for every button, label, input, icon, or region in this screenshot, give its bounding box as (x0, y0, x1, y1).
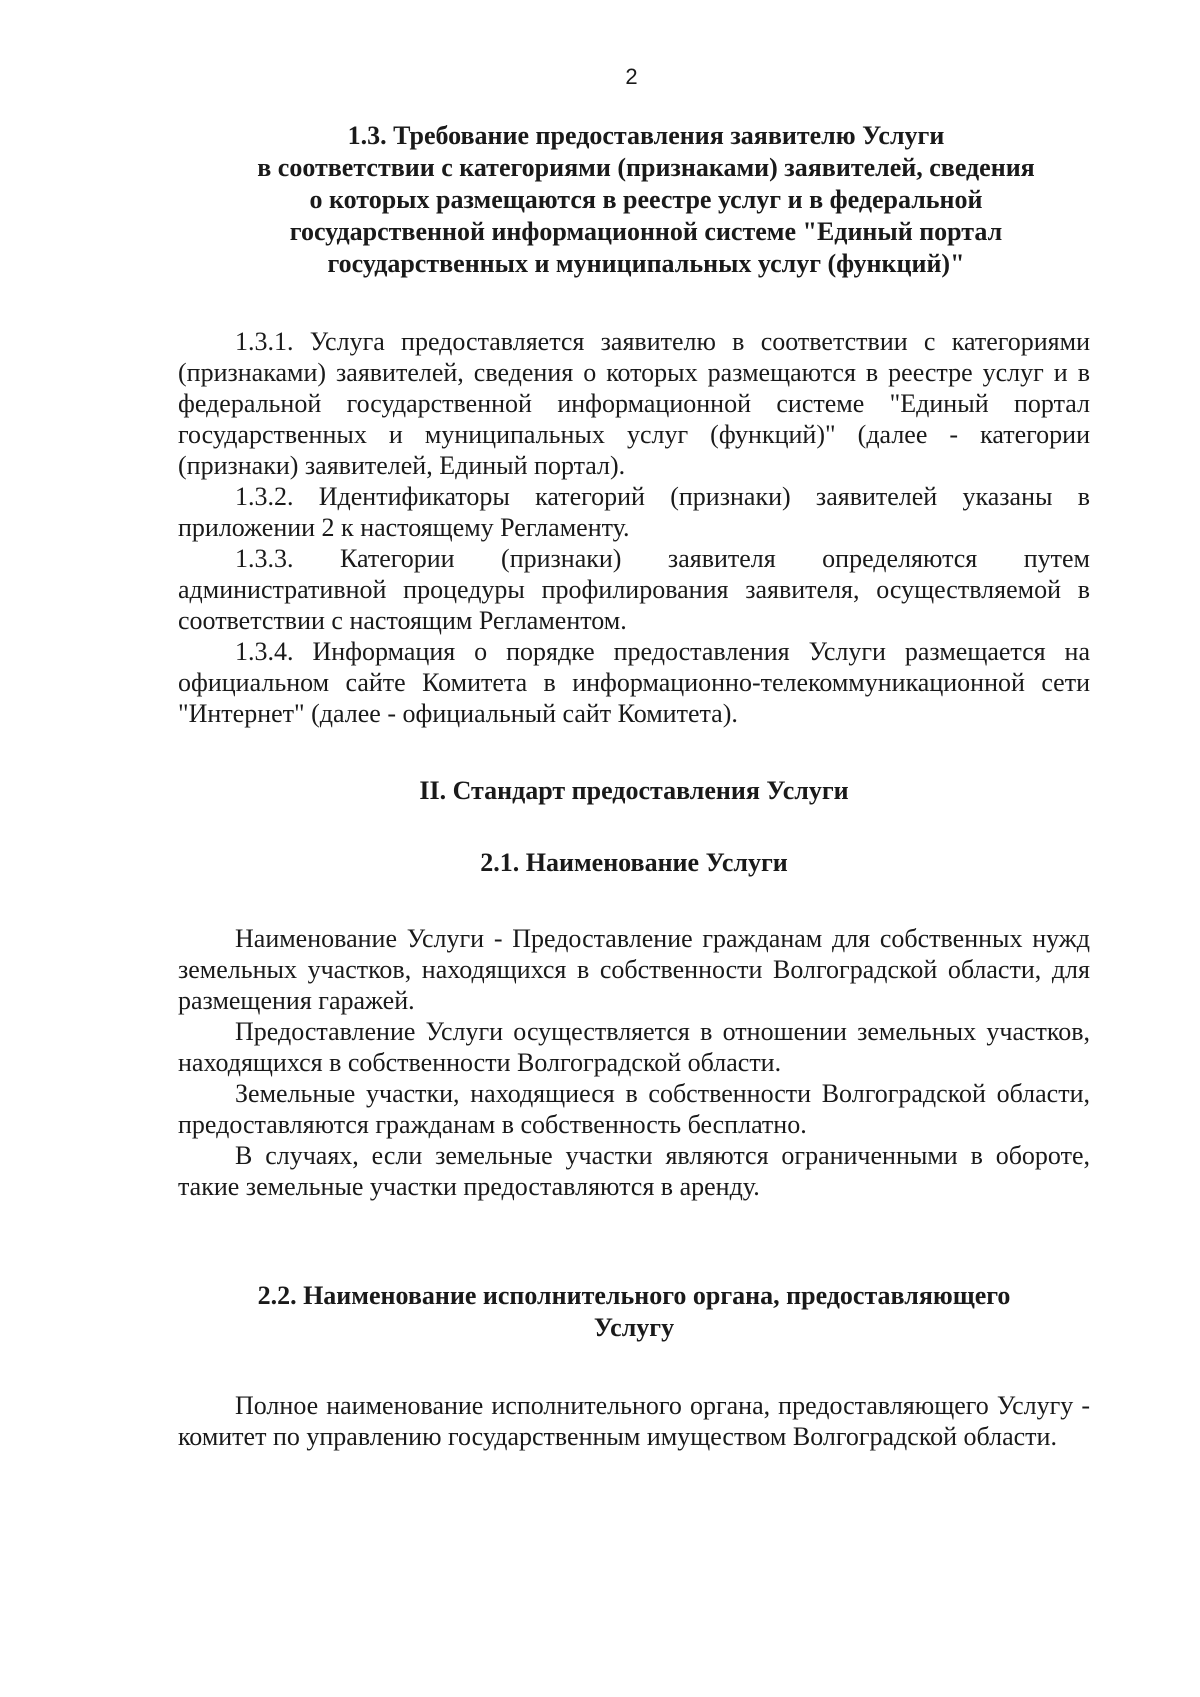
heading-line: 1.3. Требование предоставления заявителю Услуги (347, 121, 945, 150)
heading-line: государственных и муниципальных услуг (функций)" (327, 249, 965, 278)
paragraph-2-2-1: Полное наименование исполнительного органа, предоставляющего Услугу - комитет по управлению государственным имуществом Волгоградской области. (178, 1391, 1090, 1451)
document-body (178, 120, 1090, 1452)
section-2-1-heading: 2.1. Наименование Услуги (480, 848, 788, 877)
section-2-2-heading (178, 1280, 1090, 1344)
paragraph-2-1-4: В случаях, если земельные участки являются ограниченными в обороте, такие земельные участки предоставляются в аренду. (178, 1141, 1090, 1201)
paragraph-1-3-2: 1.3.2. Идентификаторы категорий (признаки) заявителей указаны в приложении 2 к настоящему Регламенту. (178, 482, 1090, 542)
heading-line: Услугу (593, 1313, 675, 1342)
paragraph-1-3-1: 1.3.1. Услуга предоставляется заявителю в соответствии с категориями (признаками) заявителей, сведения о которых размещаются в реестре услуг и в федеральной государственной информационной системе "Единый портал государственных и муниципальных услуг (функций)" (далее - категории (признаки) заявителей, Единый портал). (178, 327, 1090, 480)
page-number: 2 (625, 64, 638, 89)
heading-line: о которых размещаются в реестре услуг и в федеральной (309, 185, 983, 214)
section-2-heading: II. Стандарт предоставления Услуги (419, 776, 849, 805)
paragraph-1-3-3: 1.3.3. Категории (признаки) заявителя определяются путем административной процедуры профилирования заявителя, осуществляемой в соответствии с настоящим Регламентом. (178, 544, 1090, 635)
paragraph-1-3-4: 1.3.4. Информация о порядке предоставления Услуги размещается на официальном сайте Комитета в информационно-телекоммуникационной сети "Интернет" (далее - официальный сайт Комитета). (178, 637, 1090, 728)
section-1-3-heading (202, 120, 1090, 280)
heading-line: 2.2. Наименование исполнительного органа, предоставляющего (257, 1281, 1011, 1310)
paragraph-2-1-1: Наименование Услуги - Предоставление гражданам для собственных нужд земельных участков, находящихся в собственности Волгоградской области, для размещения гаражей. (178, 924, 1090, 1015)
heading-line: в соответствии с категориями (признаками) заявителей, сведения (257, 153, 1035, 182)
heading-line: государственной информационной системе "Единый портал (289, 217, 1003, 246)
paragraph-2-1-2: Предоставление Услуги осуществляется в отношении земельных участков, находящихся в собственности Волгоградской области. (178, 1017, 1090, 1077)
paragraph-2-1-3: Земельные участки, находящиеся в собственности Волгоградской области, предоставляются гражданам в собственность бесплатно. (178, 1079, 1090, 1139)
